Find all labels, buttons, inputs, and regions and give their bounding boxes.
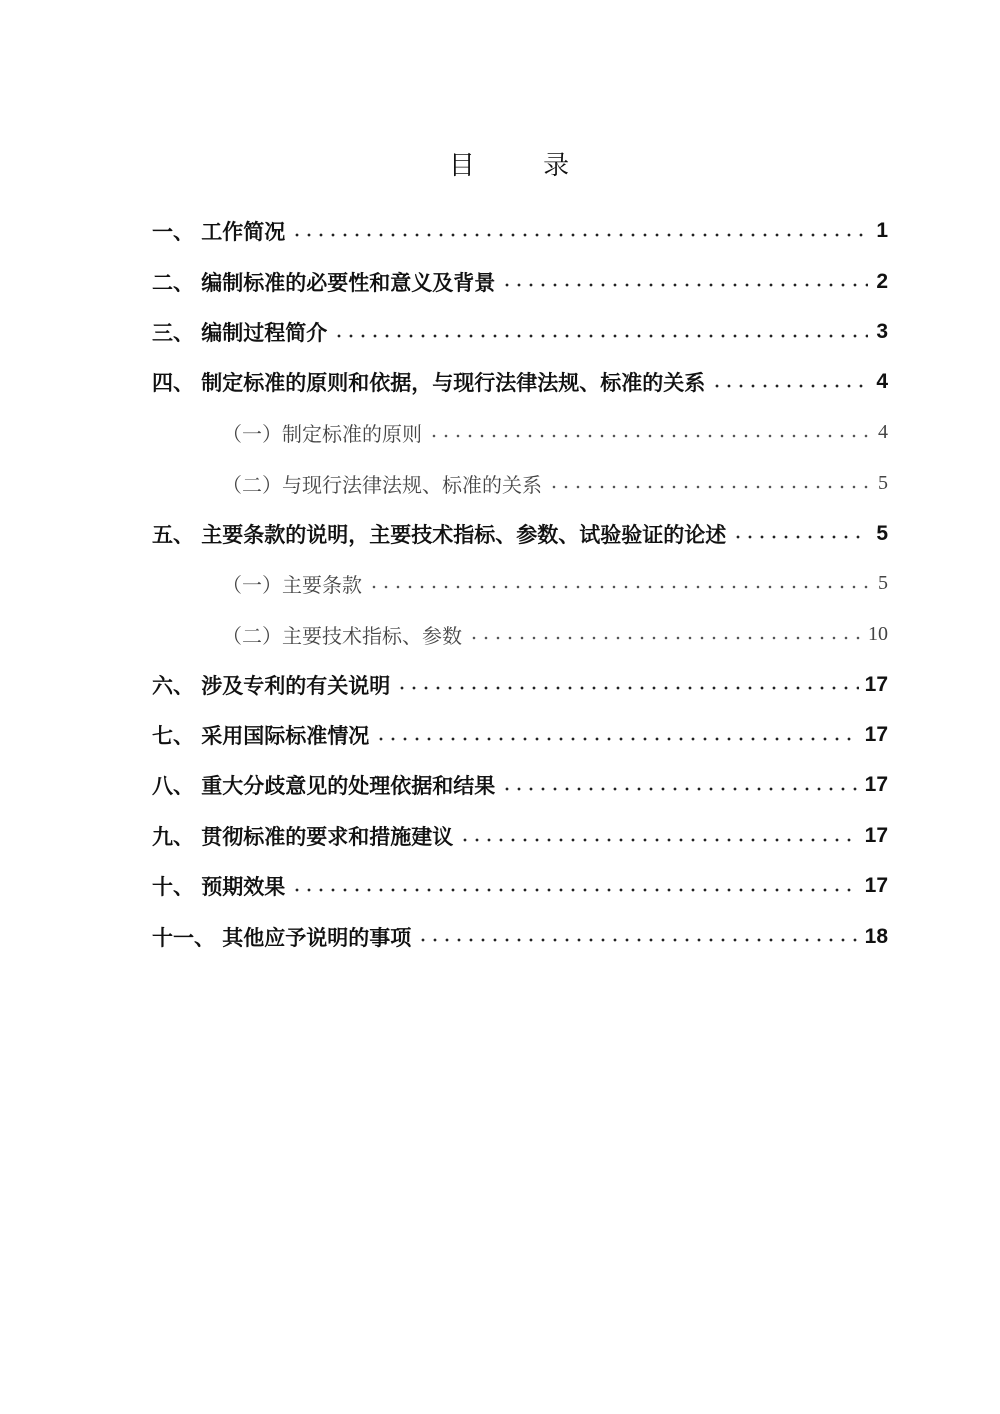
toc-entry[interactable] — [152, 660, 888, 710]
toc-entry-text: （一）主要条款 — [222, 573, 362, 598]
toc-entry-text: 十一、 其他应予说明的事项 — [152, 925, 412, 950]
toc-entry-text: 三、 编制过程简介 — [152, 320, 328, 345]
toc-page-number: 17 — [864, 672, 888, 696]
toc-entry-text: 八、 重大分歧意见的处理依据和结果 — [152, 774, 496, 799]
toc-subentry[interactable] — [152, 408, 888, 458]
toc-entry-text: （一）制定标准的原则 — [222, 422, 422, 447]
toc-page-number: 4 — [876, 370, 888, 394]
toc-entry[interactable] — [152, 911, 888, 961]
toc-dot-leader — [459, 825, 858, 846]
toc-title: 目 录 — [448, 151, 600, 181]
toc-entry-text: 七、 采用国际标准情况 — [152, 724, 370, 749]
toc-page-number: 18 — [864, 924, 888, 948]
toc-entry[interactable] — [152, 508, 888, 558]
toc-entry-text: 六、 涉及专利的有关说明 — [152, 673, 391, 698]
toc-entry[interactable] — [152, 811, 888, 861]
toc-page-number: 4 — [878, 421, 888, 444]
toc-subentry[interactable] — [152, 458, 888, 508]
toc-page-number: 2 — [876, 269, 888, 293]
toc-dot-leader — [468, 624, 862, 644]
toc-entry[interactable] — [152, 206, 888, 256]
toc-page-number: 17 — [864, 773, 888, 797]
toc-subentry[interactable] — [152, 609, 888, 659]
toc-page-number: 3 — [876, 319, 888, 343]
toc-page-number: 1 — [876, 219, 888, 243]
toc-dot-leader — [417, 926, 858, 947]
toc-page-number: 5 — [878, 471, 888, 494]
toc-entry-text: 一、 工作简况 — [152, 220, 286, 245]
toc-entry-text: 十、 预期效果 — [152, 875, 286, 900]
toc-page-number: 17 — [864, 874, 888, 898]
toc-entry[interactable] — [152, 256, 888, 306]
toc-dot-leader — [368, 574, 868, 594]
toc-entry[interactable] — [152, 710, 888, 760]
toc-dot-leader — [711, 372, 868, 393]
toc-entry-text: 九、 贯彻标准的要求和措施建议 — [152, 824, 454, 849]
toc-entry-text: 五、 主要条款的说明，主要技术指标、参数、试验验证的论述 — [152, 522, 727, 547]
toc-page-number: 5 — [876, 521, 888, 545]
toc-entry[interactable] — [152, 357, 888, 407]
toc-page-number: 17 — [864, 823, 888, 847]
toc-dot-leader — [501, 775, 858, 796]
toc-entry[interactable] — [152, 861, 888, 911]
toc-page-number: 5 — [878, 572, 888, 595]
toc-dot-leader — [333, 321, 868, 342]
toc-entry-text: （二）主要技术指标、参数 — [222, 623, 462, 648]
toc-entry[interactable] — [152, 760, 888, 810]
toc-entry-text: 四、 制定标准的原则和依据，与现行法律法规、标准的关系 — [152, 371, 706, 396]
toc-dot-leader — [291, 876, 858, 897]
toc-entry[interactable] — [152, 307, 888, 357]
toc-dot-leader — [732, 523, 868, 544]
toc-dot-leader — [396, 674, 858, 695]
toc-subentry[interactable] — [152, 559, 888, 609]
toc-page-number: 10 — [868, 622, 888, 645]
toc-dot-leader — [291, 221, 868, 242]
toc-dot-leader — [375, 725, 858, 746]
toc-list — [152, 206, 888, 962]
toc-dot-leader — [501, 271, 868, 292]
toc-entry-text: （二）与现行法律法规、标准的关系 — [222, 472, 542, 497]
toc-dot-leader — [428, 423, 868, 443]
toc-page-number: 17 — [864, 723, 888, 747]
toc-dot-leader — [548, 473, 868, 493]
toc-entry-text: 二、 编制标准的必要性和意义及背景 — [152, 270, 496, 295]
